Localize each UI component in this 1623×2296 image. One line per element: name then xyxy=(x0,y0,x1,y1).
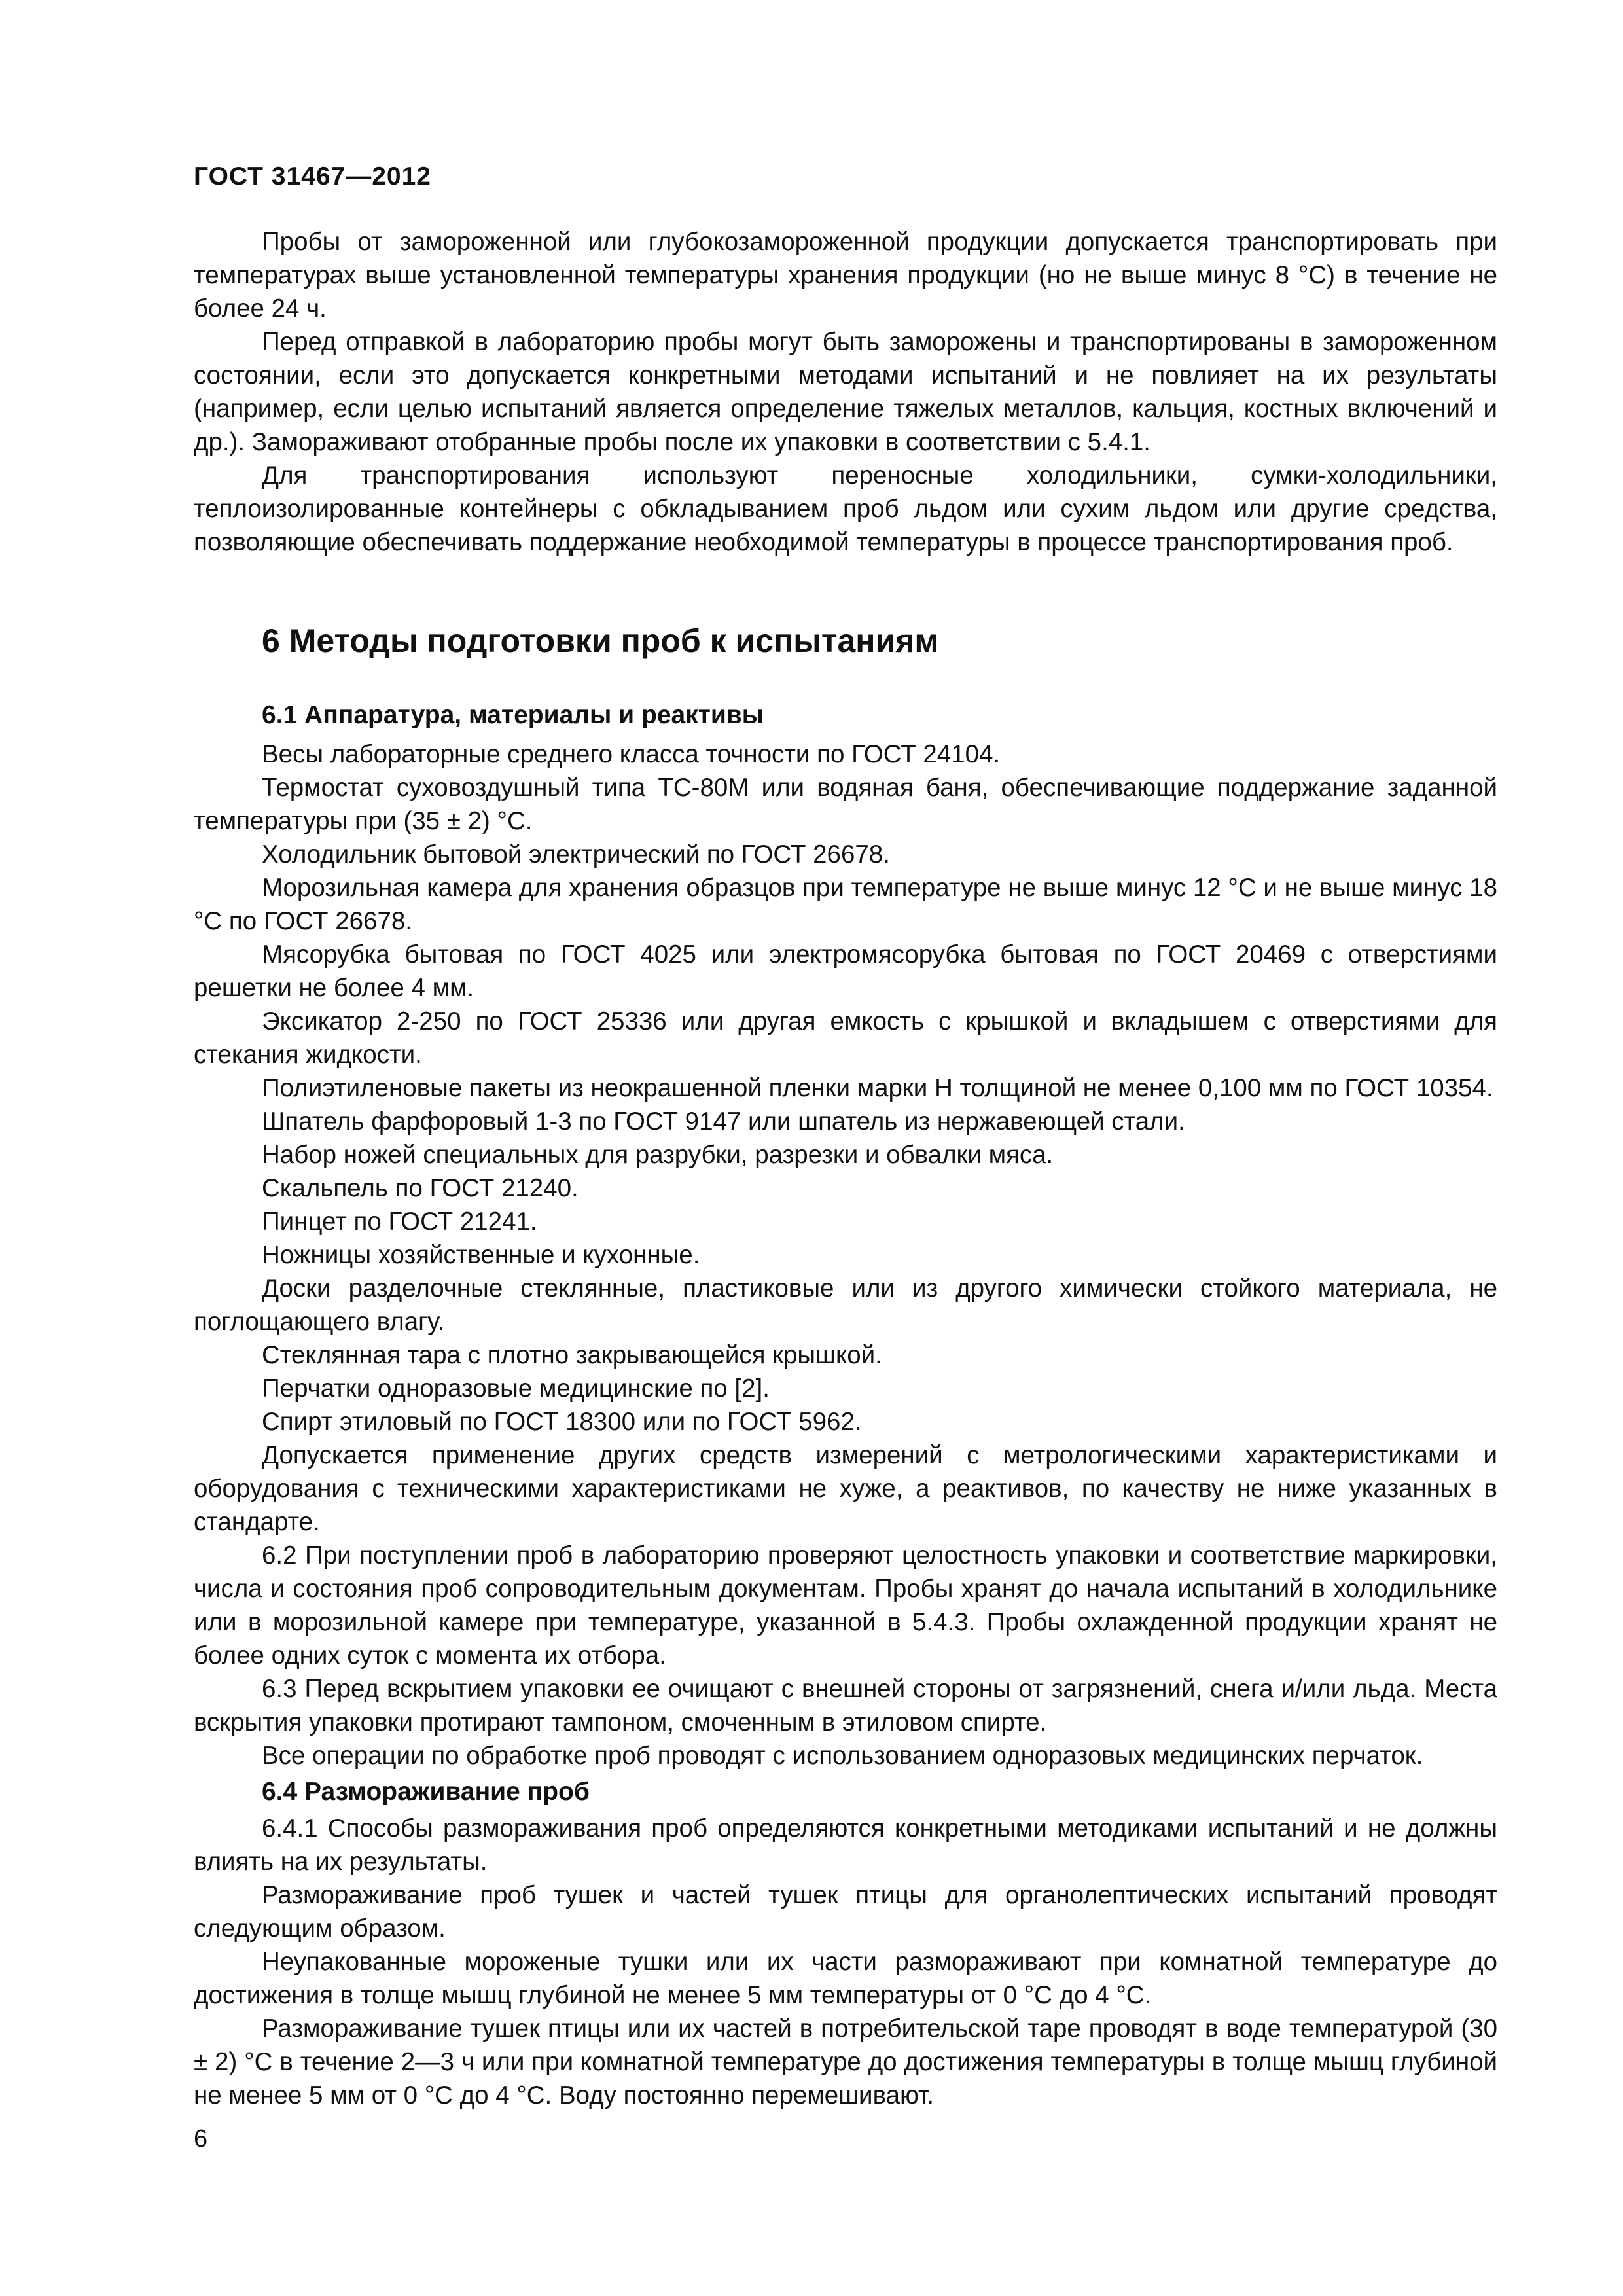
paragraph: Полиэтиленовые пакеты из неокрашенной пленки марки Н толщиной не менее 0,100 мм по ГОСТ 10354. xyxy=(262,1074,1493,1102)
paragraph: Морозильная камера для хранения образцов при температуре не выше минус 12 °С и не выше минус 18 °С по ГОСТ 26678. xyxy=(194,874,1497,935)
paragraph: Для транспортирования используют переносные холодильники, сумки-холодильники, теплоизолированные контейнеры с обкладыванием проб льдом или сухим льдом или другие средства, позволяющие обеспечивать поддержание необходимой температуры в процессе транспортирования проб. xyxy=(194,461,1497,556)
paragraph: Ножницы хозяйственные и кухонные. xyxy=(262,1241,700,1269)
paragraph: Спирт этиловый по ГОСТ 18300 или по ГОСТ 5962. xyxy=(262,1408,862,1436)
paragraph: Перед отправкой в лабораторию пробы могут быть заморожены и транспортированы в замороженном состоянии, если это допускается конкретными методами испытаний и не повлияет на их результаты (например, если целью испытаний является определение тяжелых металлов, кальция, костных включений и др.). Замораживают отобранные пробы после их упаковки в соответствии с 5.4.1. xyxy=(194,328,1497,456)
paragraph: Перчатки одноразовые медицинские по [2]. xyxy=(262,1374,770,1403)
paragraph: Пинцет по ГОСТ 21241. xyxy=(262,1208,537,1236)
section-title: 6 Методы подготовки проб к испытаниям xyxy=(262,622,939,659)
subsection-title: 6.1 Аппаратура, материалы и реактивы xyxy=(262,701,764,729)
paragraph: Доски разделочные стеклянные, пластиковые или из другого химически стойкого материала, не поглощающего влагу. xyxy=(194,1274,1497,1336)
paragraph: Пробы от замороженной или глубокозамороженной продукции допускается транспортировать при температурах выше установленной температуры хранения продукции (но не выше минус 8 °С) в течение не более 24 ч. xyxy=(194,228,1497,323)
paragraph: Холодильник бытовой электрический по ГОСТ 26678. xyxy=(262,840,890,869)
paragraph: Эксикатор 2-250 по ГОСТ 25336 или другая емкость с крышкой и вкладышем с отверстиями для стекания жидкости. xyxy=(194,1007,1497,1069)
paragraph: Скальпель по ГОСТ 21240. xyxy=(262,1174,579,1202)
paragraph: Шпатель фарфоровый 1-3 по ГОСТ 9147 или шпатель из нержавеющей стали. xyxy=(262,1107,1185,1136)
paragraph: 6.4.1 Способы размораживания проб определяются конкретными методиками испытаний и не должны влиять на их результаты. xyxy=(194,1814,1497,1876)
subsection-title: 6.4 Размораживание проб xyxy=(262,1778,590,1806)
paragraph: Размораживание тушек птицы или их частей в потребительской таре проводят в воде температурой (30 ± 2) °С в течение 2—3 ч или при комнатной температуре до достижения температуры в толще мышц глубиной не менее 5 мм от 0 °С до 4 °С. Воду постоянно перемешивают. xyxy=(194,2015,1497,2109)
paragraph: Мясорубка бытовая по ГОСТ 4025 или электромясорубка бытовая по ГОСТ 20469 с отверстиями решетки не более 4 мм. xyxy=(194,941,1497,1002)
document-header: ГОСТ 31467—2012 xyxy=(194,162,431,190)
paragraph: Весы лабораторные среднего класса точности по ГОСТ 24104. xyxy=(262,740,1001,768)
clause-paragraph: Все операции по обработке проб проводят с использованием одноразовых медицинских перчаток. xyxy=(262,1742,1423,1770)
paragraph: Размораживание проб тушек и частей тушек птицы для органолептических испытаний проводят следующим образом. xyxy=(194,1881,1497,1943)
page-number: 6 xyxy=(194,2125,208,2153)
paragraph: Стеклянная тара с плотно закрывающейся крышкой. xyxy=(262,1341,882,1369)
paragraph: Неупакованные мороженые тушки или их части размораживают при комнатной температуре до достижения в толще мышц глубиной не менее 5 мм температуры от 0 °С до 4 °С. xyxy=(194,1948,1497,2009)
paragraph: Допускается применение других средств измерений с метрологическими характеристиками и оборудования с техническими характеристиками не хуже, а реактивов, по качеству не ниже указанных в стандарте. xyxy=(194,1441,1497,1536)
paragraph: Набор ножей специальных для разрубки, разрезки и обвалки мяса. xyxy=(262,1141,1054,1169)
clause-paragraph: 6.3 Перед вскрытием упаковки ее очищают с внешней стороны от загрязнений, снега и/или льда. Места вскрытия упаковки протирают тампоном, смоченным в этиловом спирте. xyxy=(194,1675,1497,1736)
page-body xyxy=(194,225,1497,2112)
clause-paragraph: 6.2 При поступлении проб в лабораторию проверяют целостность упаковки и соответствие маркировки, числа и состояния проб сопроводительным документам. Пробы хранят до начала испытаний в холодильнике или в морозильной камере при температуре, указанной в 5.4.3. Пробы охлажденной продукции хранят не более одних суток с момента их отбора. xyxy=(194,1541,1497,1670)
paragraph: Термостат суховоздушный типа ТС-80М или водяная баня, обеспечивающие поддержание заданной температуры при (35 ± 2) °С. xyxy=(194,774,1497,835)
